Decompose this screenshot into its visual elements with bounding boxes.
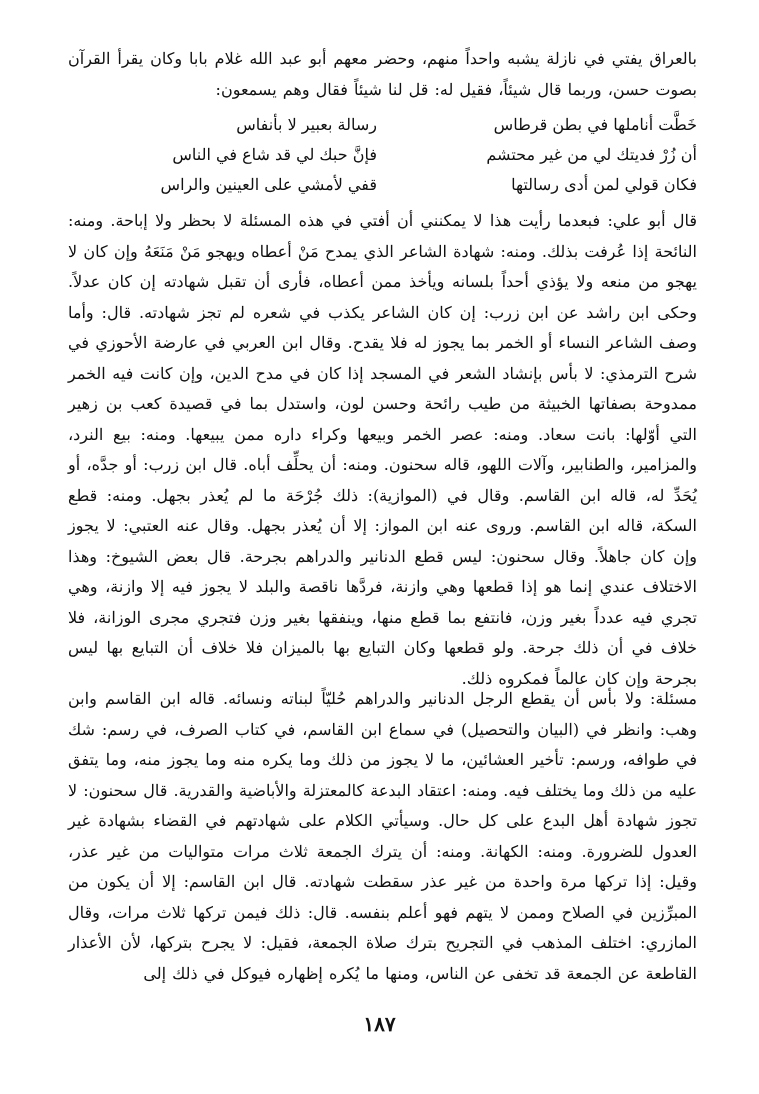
poem-hemistich-second: فإنَّ حبك لي قد شاع في الناس bbox=[172, 145, 377, 164]
poem bbox=[77, 110, 697, 200]
poem-hemistich-first: خَطَّت أناملها في بطن قرطاس bbox=[493, 115, 697, 134]
paragraph-body: قال أبو علي: فبعدما رأيت هذا لا يمكنني أن أفتي في هذه المسئلة لا بحظر ولا إباحة. ومنه: النائحة إذا عُرفت بذلك. ومنه: شهادة الشاعر الذي يمدح مَنْ أعطاه ويهجو مَنْ مَنَعَهُ وإن كان لا يهجو من منعه ولا يؤذي أحداً بلسانه ويأخذ ممن أعطاه، فأرى أن تقبل شهادته إن كان عدلاً. وحكى ابن راشد عن ابن زرب: إن كان الشاعر يكذب في شعره لم تجز شهادته. قال: وأما وصف الشاعر النساء أو الخمر بما يجوز له فلا يقدح. وقال ابن العربي في عارضة الأحوزي في شرح الترمذي: لا بأس بإنشاد الشعر في المسجد إذا كان في مدح الدين، وإن كانت فيه الخمر ممدوحة بصفاتها الخبيثة من طيب رائحة وحسن لون، واستدل بما في قصيدة كعب بن زهير التي أوّلها: بانت سعاد. ومنه: عصر الخمر وبيعها وكراء داره ممن يبيعها. ومنه: بيع النرد، والمزامير، والطنابير، وآلات اللهو، قاله سحنون. ومنه: أن يحلِّف أباه. قال ابن زرب: أو جدَّه، أو يُحَدِّ له، قاله ابن القاسم. وقال في (الموازية): ذلك جُرْحَة ما لم يُعذر بجهل. ومنه: قطع السكة، قاله ابن القاسم. وروى عنه ابن المواز: إلا أن يُعذر بجهل. وقال عنه العتبي: لا يجوز وإن كان جاهلاً. وقال سحنون: ليس قطع الدنانير والدراهم بجرحة. قال بعض الشيوخ: وهذا الاختلاف عندي إنما هو إذا قطعها وهي وازنة، فردَّها ناقصة والبلد لا يجوز فيه إلا وازنة، وهي تجري فيه عدداً بغير وزن، فانتفع بما قطع منها، وينفقها بغير وزن فتجري مجرى الوزانة، فلا خلاف في أن ذلك جرحة. ولو قطعها وكان التبايع بها بالميزان فلا خلاف أن التبايع بها ليس بجرحة وإن كان عالماً فمكروه ذلك. bbox=[68, 211, 697, 688]
poem-verse bbox=[77, 170, 697, 200]
paragraph-intro: بالعراق يفتي في نازلة يشبه واحداً منهم، وحضر معهم أبو عبد الله غلام بابا وكان يقرأ القرآن بصوت حسن، وربما قال شيئاً، فقيل له: قل لنا شيئاً فقال وهم يسمعون: bbox=[68, 49, 697, 99]
poem-hemistich-second: رسالة بعبير لا بأنفاس bbox=[236, 115, 377, 134]
poem-hemistich-first: فكان قولي لمن أدى رسالتها bbox=[511, 175, 697, 194]
paragraph-masala: مسئلة: ولا بأس أن يقطع الرجل الدنانير والدراهم حُليّاً لبناته ونسائه. قاله ابن القاسم وابن وهب: وانظر في (البيان والتحصيل) في سماع ابن القاسم، في كتاب الصرف، في رسم: شك في طوافه، ورسم: تأخير العشائين، ما لا يجوز من ذلك وما يكره منه وما يجوز منه، وما يتفق عليه من ذلك وما يختلف فيه. ومنه: اعتقاد البدعة كالمعتزلة والأباضية والقدرية. قال سحنون: لا تجوز شهادة أهل البدع على كل حال. وسيأتي الكلام على شهادتهم في القضاء بشهادة غير العدول للضرورة. ومنه: الكهانة. ومنه: أن يترك الجمعة ثلاث مرات متواليات من غير عذر، وقيل: إذا تركها مرة واحدة من غير عذر سقطت شهادته. قال ابن القاسم: إلا أن يكون من المبرِّزين في الصلاح وممن لا يتهم فهو أعلم بنفسه. قال: ذلك فيمن تركها ثلاث مرات، وقال المازري: اختلف المذهب في التجريح بترك صلاة الجمعة، فقيل: لا يجرح بتركها، لأن الأعذار القاطعة عن الجمعة قد تخفى عن الناس، ومنها ما يُكره إظهاره فيوكل في ذلك إلى bbox=[68, 689, 697, 983]
page-number: ١٨٧ bbox=[363, 1012, 396, 1036]
poem-verse bbox=[77, 140, 697, 170]
poem-verse bbox=[77, 110, 697, 140]
poem-hemistich-second: قفي لأمشي على العينين والراس bbox=[160, 175, 377, 194]
poem-hemistich-first: أن زُرْ فديتك لي من غير محتشم bbox=[486, 145, 697, 164]
